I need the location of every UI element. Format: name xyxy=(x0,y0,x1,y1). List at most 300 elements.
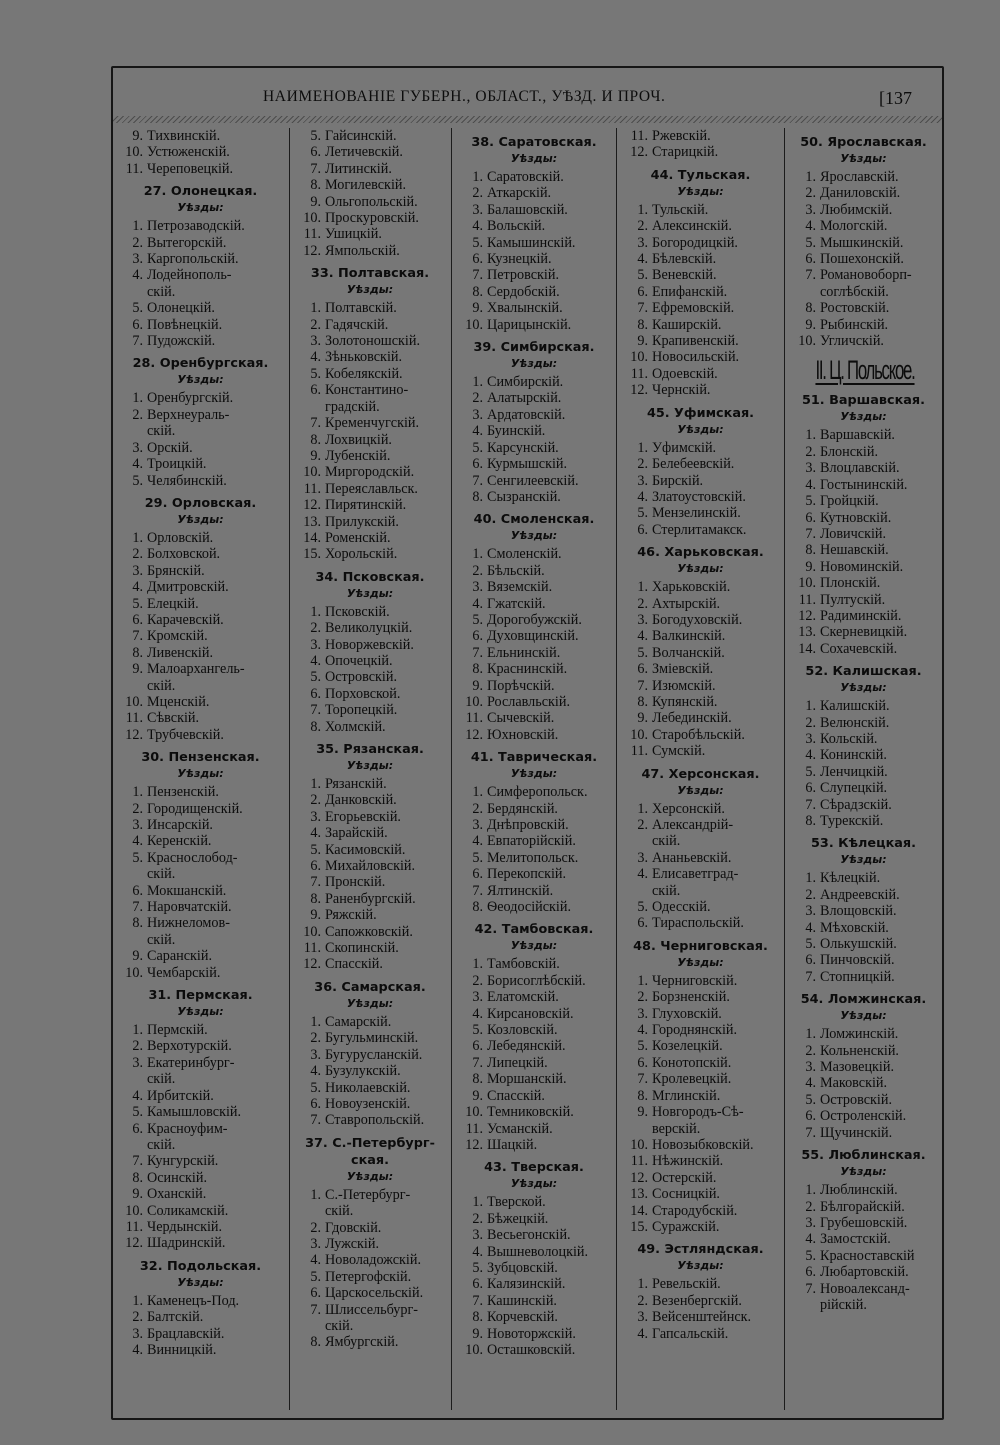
uezd-entry xyxy=(291,1252,449,1268)
uezd-name: Ѳеодосійскій. xyxy=(487,899,571,916)
uezd-name: Каменецъ-Под. xyxy=(147,1292,240,1309)
uezdy-subheading: Уѣзды: xyxy=(840,152,887,165)
entry-number: 3. xyxy=(637,849,648,866)
entry-number: 4. xyxy=(637,488,648,505)
guberniya-heading: 33. Полтавская. xyxy=(310,266,430,282)
uezd-entry xyxy=(291,415,449,431)
uezd-entry xyxy=(113,440,288,456)
uezd-entry xyxy=(291,226,449,242)
uezd-name: Инсарскій. xyxy=(147,817,213,833)
uezd-entry xyxy=(113,1121,288,1137)
uezd-entry xyxy=(618,505,783,521)
uezd-name: Плонскій. xyxy=(820,575,881,592)
uezd-entry xyxy=(618,235,783,251)
uezd-entry xyxy=(618,267,783,283)
uezd-name: Осинскій. xyxy=(147,1169,207,1186)
uezd-entry xyxy=(453,1022,615,1038)
entry-number: 7. xyxy=(805,1124,816,1141)
uezd-name: Алексинскій. xyxy=(652,218,732,235)
uezd-entry xyxy=(453,1227,615,1243)
uezd-name: Зарайскій. xyxy=(325,825,388,842)
uezd-entry xyxy=(618,1219,783,1235)
uezd-entry xyxy=(786,1281,941,1297)
uezd-name: Ялтинскій. xyxy=(487,882,554,899)
uezd-entry xyxy=(786,1059,941,1075)
uezd-entry xyxy=(113,883,288,899)
entry-number: 1. xyxy=(805,1182,816,1199)
uezd-entry xyxy=(786,251,941,267)
uezd-name: Буинскій. xyxy=(487,423,546,440)
uezd-name: Хвалынскій. xyxy=(487,300,563,317)
uezd-name: Вышневолоцкій. xyxy=(487,1243,589,1260)
guberniya-heading: 34. Псковская. xyxy=(315,569,425,585)
uezd-name: Гайсинскій. xyxy=(325,128,397,144)
uezd-name: Царскосельскій. xyxy=(325,1285,424,1302)
uezd-name: Ревельскій. xyxy=(652,1276,721,1293)
uezd-entry xyxy=(291,825,449,841)
uezd-entry xyxy=(291,1302,449,1318)
entry-number: 2. xyxy=(805,886,816,903)
entry-number: 3. xyxy=(805,903,816,920)
entry-number: 6. xyxy=(310,1095,321,1112)
uezd-name: Шацкій. xyxy=(487,1136,538,1153)
uezd-entry xyxy=(786,1026,941,1042)
uezd-name: Черниговскій. xyxy=(652,972,738,989)
uezd-entry xyxy=(291,1236,449,1252)
uezd-name: Брацлавскій. xyxy=(147,1325,225,1342)
entry-number: 5. xyxy=(310,1079,321,1096)
uezdy-subheading: Уѣзды: xyxy=(510,357,558,371)
entry-number: 4. xyxy=(472,1243,483,1260)
uezd-entry xyxy=(453,973,615,989)
entry-number: 1. xyxy=(310,776,321,792)
uezd-entry xyxy=(113,965,288,981)
entry-number: 5. xyxy=(805,493,816,510)
guberniya-heading: 45. Уфимская. xyxy=(646,405,755,421)
uezd-entry xyxy=(453,579,615,595)
entry-number: 10. xyxy=(465,1341,483,1358)
uezd-name: Каргопольскій. xyxy=(147,251,239,268)
uezd-entry xyxy=(453,1071,615,1087)
uezd-name-continuation: скій. xyxy=(325,1203,354,1220)
entry-number: 4. xyxy=(310,349,321,366)
uezd-entry xyxy=(786,936,941,952)
entry-number: 8. xyxy=(637,693,648,710)
uezd-name: Старицкій. xyxy=(652,144,719,161)
uezd-name: Константино- xyxy=(325,382,409,399)
uezd-name: Сенгилеевскій. xyxy=(487,472,579,489)
uezd-name: Золотоношскій. xyxy=(325,333,420,350)
uezd-entry xyxy=(618,382,783,398)
uezd-entry xyxy=(453,251,615,267)
uezd-name: Изюмскій. xyxy=(652,677,716,694)
entry-number: 8. xyxy=(472,661,483,678)
uezd-entry xyxy=(618,522,783,538)
entry-number: 4. xyxy=(132,1087,143,1104)
uezd-name: Замостскій. xyxy=(820,1231,891,1248)
guberniya-heading: 27. Олонецкая. xyxy=(143,184,258,200)
guberniya-heading: 43. Тверская. xyxy=(484,1160,584,1176)
uezd-name: Евпаторійскій. xyxy=(487,833,576,850)
entry-number: 3. xyxy=(805,1059,816,1076)
uezd-name: Щучинскій. xyxy=(820,1124,893,1141)
entry-number: 11. xyxy=(303,940,321,957)
uezd-entry xyxy=(618,694,783,710)
uezd-name: Белебеевскій. xyxy=(652,456,735,473)
uezd-entry xyxy=(291,842,449,858)
uezd-entry xyxy=(453,866,615,882)
uezdy-subheading: Уѣзды: xyxy=(677,1259,724,1273)
entry-number: 9. xyxy=(310,193,321,210)
uezdy-subheading: Уѣзды: xyxy=(177,1275,224,1289)
uezd-name: Борзненскій. xyxy=(652,989,730,1006)
uezd-name: Усманскій. xyxy=(487,1120,553,1137)
uezd-name: Карачевскій. xyxy=(147,611,224,628)
uezd-name: Лужскій. xyxy=(325,1235,379,1252)
entry-number: 8. xyxy=(637,1087,648,1104)
uezd-name: Ярославскій. xyxy=(820,169,899,185)
entry-number: 6. xyxy=(472,866,483,883)
uezd-entry xyxy=(786,526,941,542)
entry-number: 7. xyxy=(472,267,483,284)
uezd-entry xyxy=(453,1293,615,1309)
entry-number: 9. xyxy=(805,316,816,333)
uezd-entry xyxy=(453,202,615,218)
uezdy-subheading: Уѣзды: xyxy=(840,410,887,424)
entry-number: 9. xyxy=(472,677,483,694)
uezd-name: Пронскій. xyxy=(325,874,386,891)
uezd-name: Бѣлгорайскій. xyxy=(820,1198,905,1215)
uezd-entry xyxy=(618,1055,783,1071)
entry-number: 5. xyxy=(132,1104,143,1121)
uezd-name: Кунгурскій. xyxy=(147,1153,219,1170)
entry-number: 7. xyxy=(637,300,648,317)
uezd-name: Пултускій. xyxy=(820,591,886,608)
uezd-entry xyxy=(291,366,449,382)
uezd-entry xyxy=(113,1203,288,1219)
uezd-entry xyxy=(618,661,783,677)
uezd-entry xyxy=(113,161,288,177)
uezd-entry xyxy=(618,727,783,743)
uezd-name: Остроленскій. xyxy=(820,1108,907,1125)
entry-number: 7. xyxy=(310,1112,321,1129)
uezd-name: Красноставскій xyxy=(820,1247,915,1264)
entry-number: 2. xyxy=(132,234,143,251)
uezd-name: Каширскій. xyxy=(652,316,722,333)
uezd-entry xyxy=(291,333,449,349)
uezd-name: Сердобскій. xyxy=(487,283,560,300)
guberniya-heading: 29. Орловская. xyxy=(144,495,257,511)
uezd-entry xyxy=(453,1276,615,1292)
uezd-name: Великолуцкій. xyxy=(325,620,413,637)
entry-number: 2. xyxy=(472,800,483,817)
uezd-name: Велюнскій. xyxy=(820,714,890,731)
uezd-name: Новоузенскій. xyxy=(325,1095,411,1112)
entry-number: 1. xyxy=(637,439,648,456)
entry-number: 1. xyxy=(310,300,321,317)
uezd-name: Тираспольскій. xyxy=(652,915,744,932)
entry-number: 11. xyxy=(465,1120,483,1137)
uezd-entry xyxy=(618,349,783,365)
entry-number: 11. xyxy=(125,160,143,177)
uezd-entry xyxy=(113,546,288,562)
uezd-entry xyxy=(291,1334,449,1350)
uezd-name: Симбирскій. xyxy=(487,374,564,391)
uezd-entry xyxy=(786,641,941,657)
uezd-name: Петровскій. xyxy=(487,267,559,284)
uezd-entry xyxy=(113,899,288,915)
uezd-entry xyxy=(786,333,941,349)
uezd-entry xyxy=(291,858,449,874)
uezd-name: Темниковскій. xyxy=(487,1104,574,1121)
entry-number: 6. xyxy=(805,780,816,797)
entry-number: 5. xyxy=(805,234,816,251)
entry-number: 6. xyxy=(132,882,143,899)
entry-number: 7. xyxy=(637,1071,648,1088)
entry-number: 3. xyxy=(637,1309,648,1326)
uezd-entry xyxy=(453,185,615,201)
entry-number: 7. xyxy=(132,899,143,916)
uezd-entry xyxy=(113,333,288,349)
uezd-entry xyxy=(113,1022,288,1038)
uezd-entry xyxy=(291,514,449,530)
uezd-entry xyxy=(291,874,449,890)
uezd-name: Радиминскій. xyxy=(820,607,902,624)
entry-number: 8. xyxy=(310,890,321,907)
uezd-name: Ямбургскій. xyxy=(325,1334,399,1351)
uezd-entry xyxy=(291,530,449,546)
entry-number: 4. xyxy=(637,1325,648,1342)
entry-number: 12. xyxy=(125,726,143,743)
uezd-entry xyxy=(453,1194,615,1210)
entry-number: 8. xyxy=(472,488,483,505)
entry-number: 2. xyxy=(472,390,483,407)
guberniya-heading: 47. Херсонская. xyxy=(641,766,760,782)
entry-number: 13. xyxy=(303,513,321,530)
uezd-entry xyxy=(113,801,288,817)
uezd-name: Соликамскій. xyxy=(147,1202,229,1219)
uezd-name: Стопницкій. xyxy=(820,968,895,985)
entry-number: 4. xyxy=(805,476,816,493)
uezd-name: Корчевскій. xyxy=(487,1309,558,1326)
uezd-entry xyxy=(453,678,615,694)
column-1 xyxy=(113,128,288,1358)
uezd-entry xyxy=(453,1137,615,1153)
uezd-entry xyxy=(618,489,783,505)
entry-number: 5. xyxy=(805,763,816,780)
entry-number: 6. xyxy=(132,1120,143,1137)
uezd-name: Гройцкій. xyxy=(820,493,879,510)
uezd-name: Дорогобужскій. xyxy=(487,611,582,628)
guberniya-heading: 40. Смоленская. xyxy=(473,512,595,528)
entry-number: 2. xyxy=(637,456,648,473)
uezd-name: Чернскій. xyxy=(652,382,711,399)
entry-number: 5. xyxy=(472,439,483,456)
uezd-name: Троицкій. xyxy=(147,456,207,473)
uezd-entry xyxy=(113,948,288,964)
uezd-name: Остерскій. xyxy=(652,1169,717,1186)
entry-number: 10. xyxy=(465,1104,483,1121)
entry-number: 3. xyxy=(637,472,648,489)
guberniya-heading: 48. Черниговская. xyxy=(633,938,768,954)
uezd-name: Орловскій. xyxy=(147,529,214,546)
guberniya-heading: 49. Эстляндская. xyxy=(637,1242,764,1258)
uezd-entry xyxy=(291,177,449,193)
entry-number: 2. xyxy=(310,316,321,333)
uezd-name: Тверской. xyxy=(487,1194,546,1211)
uezd-entry xyxy=(453,1104,615,1120)
uezd-entry xyxy=(618,817,783,833)
entry-number: 5. xyxy=(472,234,483,251)
entry-number: 3. xyxy=(310,808,321,825)
uezd-entry xyxy=(786,969,941,985)
uezd-name: Смоленскій. xyxy=(487,546,562,563)
uezd-entry xyxy=(786,218,941,234)
uezd-name: Старобѣльскій. xyxy=(652,726,745,743)
uezd-entry xyxy=(113,300,288,316)
entry-number: 3. xyxy=(132,1054,143,1071)
uezd-entry xyxy=(786,317,941,333)
guberniya-heading: 53. Кѣлецкая. xyxy=(811,836,916,852)
entry-number: 5. xyxy=(132,472,143,489)
uezd-entry xyxy=(786,427,941,443)
entry-number: 10. xyxy=(630,349,648,366)
uezd-entry xyxy=(786,920,941,936)
uezd-name: Кольскій. xyxy=(820,730,878,747)
uezd-name: Ямпольскій. xyxy=(325,242,400,259)
entry-number: 9. xyxy=(310,907,321,924)
uezd-entry xyxy=(453,489,615,505)
uezd-entry xyxy=(618,144,783,160)
entry-number: 10. xyxy=(465,693,483,710)
uezd-entry xyxy=(113,128,288,144)
uezd-entry xyxy=(291,1080,449,1096)
uezd-entry xyxy=(453,267,615,283)
uezd-entry xyxy=(113,1309,288,1325)
entry-number: 7. xyxy=(805,1280,816,1297)
page-header xyxy=(113,88,942,112)
column-divider xyxy=(784,128,785,1410)
uezd-name: Калишскій. xyxy=(820,698,890,715)
uezd-name: Влощовскій. xyxy=(820,903,897,920)
uezd-entry xyxy=(453,300,615,316)
uezd-name: Люблинскій. xyxy=(820,1182,898,1199)
uezd-entry xyxy=(786,1231,941,1247)
uezd-name: Петрозаводскій. xyxy=(147,218,245,235)
uezd-name: Гапсальскій. xyxy=(652,1325,729,1342)
uezd-name: Скопинскій. xyxy=(325,940,399,957)
uezd-entry xyxy=(113,563,288,579)
entry-number: 10. xyxy=(125,144,143,161)
entry-number: 7. xyxy=(472,1292,483,1309)
uezd-name: Блонскій. xyxy=(820,443,878,460)
uezd-entry xyxy=(113,144,288,160)
uezd-name: Слупецкій. xyxy=(820,780,888,797)
entry-number: 3. xyxy=(132,251,143,268)
entry-number: 7. xyxy=(310,415,321,432)
entry-number: 4. xyxy=(472,1005,483,1022)
uezd-name: Одоевскій. xyxy=(652,365,718,382)
entry-number: 9. xyxy=(805,558,816,575)
entry-number: 6. xyxy=(472,1038,483,1055)
entry-number: 10. xyxy=(630,1136,648,1153)
entry-number: 6. xyxy=(805,952,816,969)
uezd-name: Ржевскій. xyxy=(652,128,711,144)
entry-number: 10. xyxy=(798,333,816,350)
uezdy-subheading: Уѣзды: xyxy=(677,562,724,576)
uezd-entry xyxy=(618,1153,783,1169)
uezd-name: Мазовецкій. xyxy=(820,1059,895,1076)
uezd-entry xyxy=(786,1199,941,1215)
uezd-name: Маковскій. xyxy=(820,1075,888,1092)
entry-number: 6. xyxy=(637,915,648,932)
uezd-entry xyxy=(453,612,615,628)
uezd-name: Камышловскій. xyxy=(147,1104,242,1121)
guberniya-heading: 32. Подольская. xyxy=(139,1258,262,1274)
entry-number: 1. xyxy=(805,870,816,887)
uezd-entry xyxy=(786,477,941,493)
uezd-name: Козловскій. xyxy=(487,1022,558,1039)
uezd-entry xyxy=(113,235,288,251)
entry-number: 2. xyxy=(637,817,648,833)
uezd-entry xyxy=(618,645,783,661)
uezdy-subheading: Уѣзды: xyxy=(840,1009,887,1023)
uezd-entry xyxy=(618,989,783,1005)
entry-number: 3. xyxy=(472,1227,483,1244)
uezd-entry xyxy=(618,801,783,817)
entry-number: 8. xyxy=(310,431,321,448)
uezd-entry xyxy=(291,128,449,144)
entry-number: 10. xyxy=(303,464,321,481)
uezd-name: Ельнинскій. xyxy=(487,644,561,661)
uezdy-subheading: Уѣзды: xyxy=(677,783,724,797)
uezd-name: Сапожковскій. xyxy=(325,923,413,940)
uezd-entry xyxy=(618,333,783,349)
entry-number: 5. xyxy=(637,505,648,522)
uezd-entry xyxy=(453,169,615,185)
uezd-entry xyxy=(453,899,615,915)
entry-number: 7. xyxy=(805,796,816,813)
uezd-entry xyxy=(291,1047,449,1063)
entry-number: 7. xyxy=(805,968,816,985)
entry-number: 1. xyxy=(472,784,483,801)
entry-number: 2. xyxy=(637,218,648,235)
uezd-entry xyxy=(291,924,449,940)
entry-number: 4. xyxy=(310,652,321,669)
uezd-name: Нѣжинскій. xyxy=(652,1153,724,1170)
page-title: НАИМЕНОВАНІЕ ГУБЕРН., ОБЛАСТ., УѢЗД. И ПРОЧ. xyxy=(263,88,666,105)
uezd-entry xyxy=(291,497,449,513)
uezd-name: Новоторжскій. xyxy=(487,1325,576,1342)
uezd-name: Нешавскій. xyxy=(820,542,889,559)
entry-number: 5. xyxy=(132,300,143,317)
uezd-entry xyxy=(113,579,288,595)
uezd-entry xyxy=(113,456,288,472)
uezd-entry xyxy=(786,715,941,731)
entry-number: 12. xyxy=(630,1169,648,1186)
uezd-name: Александрій- xyxy=(652,817,734,833)
uezd-entry xyxy=(291,1112,449,1128)
uezd-name: Псковскій. xyxy=(325,603,390,620)
entry-number: 3. xyxy=(637,611,648,628)
uezdy-subheading: Уѣзды: xyxy=(840,853,887,867)
uezd-entry xyxy=(786,300,941,316)
uezd-entry xyxy=(291,382,449,398)
entry-number: 8. xyxy=(637,316,648,333)
uezd-entry xyxy=(113,710,288,726)
entry-number: 5. xyxy=(310,841,321,858)
page-number: [137 xyxy=(879,88,912,108)
